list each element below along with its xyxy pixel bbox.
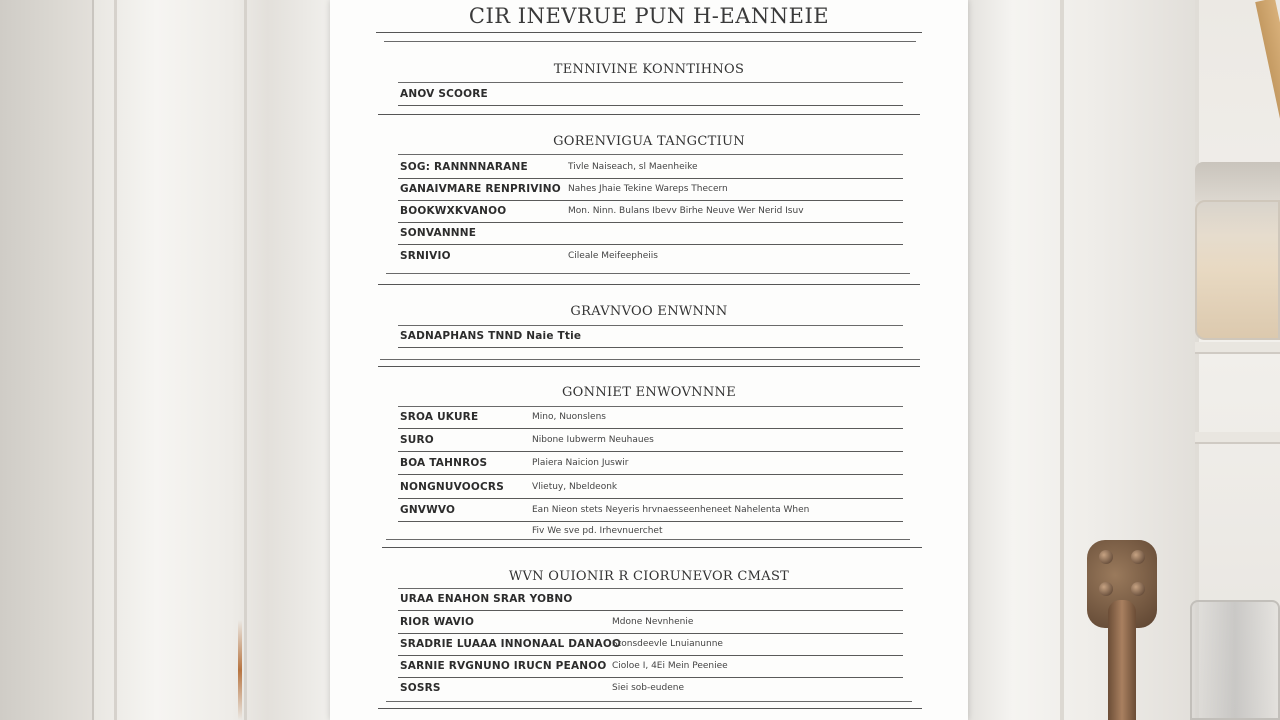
divider <box>376 32 922 33</box>
bolt-icon <box>1131 582 1145 596</box>
field-value: Siei sob-eudene <box>612 683 684 693</box>
form-row <box>398 157 903 179</box>
form-row <box>398 656 903 678</box>
cabinet-door-right <box>965 0 1195 720</box>
glass-jar <box>1190 600 1280 720</box>
field-rule <box>398 451 903 452</box>
field-label: SONVANNNE <box>400 227 477 239</box>
field-value: Plaiera Naicion Juswir <box>532 458 629 468</box>
field-value: Cioloe I, 4Ei Mein Peeniee <box>612 661 728 671</box>
field-label: BOOKWXKVANOO <box>400 205 507 217</box>
divider <box>378 366 920 367</box>
field-rule <box>398 610 903 611</box>
section-heading: WVN OUIONIR R CIORUNEVOR CMAST <box>508 569 790 584</box>
form-row <box>398 453 903 475</box>
frame-groove <box>114 0 117 720</box>
form-row <box>398 179 903 201</box>
form-row <box>398 634 903 656</box>
rust-streak <box>238 620 242 720</box>
form-row <box>398 246 903 268</box>
form-row <box>398 201 903 223</box>
field-label: SRNIVIO <box>400 250 451 262</box>
form-row <box>398 500 903 522</box>
field-label: SURO <box>400 434 434 446</box>
divider <box>398 154 903 155</box>
shelf-board <box>1195 432 1280 444</box>
field-label: GANAIVMARE RENPRIVINO <box>400 183 561 195</box>
field-rule <box>398 428 903 429</box>
field-value: Vlietuy, Nbeldeonk <box>532 482 618 492</box>
form-row <box>398 612 903 634</box>
field-label: URAA ENAHON SRAR YOBNO <box>400 593 573 605</box>
field-label: SROA UKURE <box>400 411 479 423</box>
field-value: Cileale Meifeepheiis <box>568 251 658 261</box>
section-heading: GONNIET ENWOVNNNE <box>562 385 736 400</box>
field-value: Tivle Naiseach, sl Maenheike <box>568 162 698 172</box>
form-row <box>398 430 903 452</box>
section-heading: TENNIVINE KONNTIHNOS <box>553 62 745 77</box>
bolt-icon <box>1099 582 1113 596</box>
paper-form <box>330 0 968 720</box>
shelf-board <box>1195 342 1280 354</box>
form-row <box>398 223 903 245</box>
divider <box>386 273 910 274</box>
bolt-icon <box>1099 550 1113 564</box>
field-label: BOA TAHNROS <box>400 457 488 469</box>
field-label: SOSRS <box>400 682 441 694</box>
field-label: SARNIE RVGNUNO IRUCN PEANOO <box>400 660 607 672</box>
form-row <box>398 477 903 499</box>
field-value: Nibone Iubwerm Neuhaues <box>532 435 654 445</box>
field-value: Mon. Ninn. Bulans Ibevv Birhe Neuve Wer Nerid Isuv <box>568 206 804 216</box>
form-row <box>398 84 903 106</box>
form-row <box>398 589 903 611</box>
form-row <box>398 678 903 700</box>
door-frame-left <box>92 0 342 720</box>
field-value: Stonsdeevle Lnuianunne <box>612 639 723 649</box>
field-rule <box>398 347 903 348</box>
section-heading: GORENVIGUA TANGCTIUN <box>553 134 745 149</box>
flour-jar <box>1195 200 1280 340</box>
divider <box>384 41 916 42</box>
frame-groove <box>244 0 247 720</box>
field-label: NONGNUVOOCRS <box>400 481 504 493</box>
field-rule <box>398 244 903 245</box>
field-label: SOG: RANNNNARANE <box>400 161 528 173</box>
field-value: Mdone Nevnhenie <box>612 617 694 627</box>
divider <box>386 539 910 540</box>
field-value: Fiv We sve pd. Irhevnuerchet <box>532 526 663 536</box>
field-rule <box>398 474 903 475</box>
form-row <box>398 326 903 348</box>
bolt-icon <box>1131 550 1145 564</box>
left-wall <box>0 0 100 720</box>
field-label: ANOV SCOORE <box>400 88 488 100</box>
field-value: Nahes Jhaie Tekine Wareps Thecern <box>568 184 728 194</box>
field-rule <box>398 498 903 499</box>
form-row <box>398 407 903 429</box>
divider <box>378 284 920 285</box>
divider <box>382 547 922 548</box>
field-value: Ean Nieon stets Neyeris hrvnaesseenheneet Nahelenta When <box>532 505 810 515</box>
divider <box>386 701 912 702</box>
divider <box>378 114 920 115</box>
field-label: SRADRIE LUAAA INNONAAL DANAOO <box>400 638 622 650</box>
divider <box>398 82 903 83</box>
section-heading: GRAVNVOO ENWNNN <box>570 304 728 319</box>
divider <box>378 708 922 709</box>
field-value: Mino, Nuonslens <box>532 412 606 422</box>
door-inner-edge <box>1060 0 1064 720</box>
field-label: GNVWVO <box>400 504 456 516</box>
divider <box>380 359 920 360</box>
field-label: RIOR WAVIO <box>400 616 475 628</box>
form-title: CIR INEVRUE PUN H-EANNEIE <box>468 4 830 28</box>
field-rule <box>398 105 903 106</box>
jar-lid <box>1195 162 1280 202</box>
door-handle[interactable] <box>1108 600 1136 720</box>
field-label: SADNAPHANS TNND Naie Ttie <box>400 330 582 342</box>
